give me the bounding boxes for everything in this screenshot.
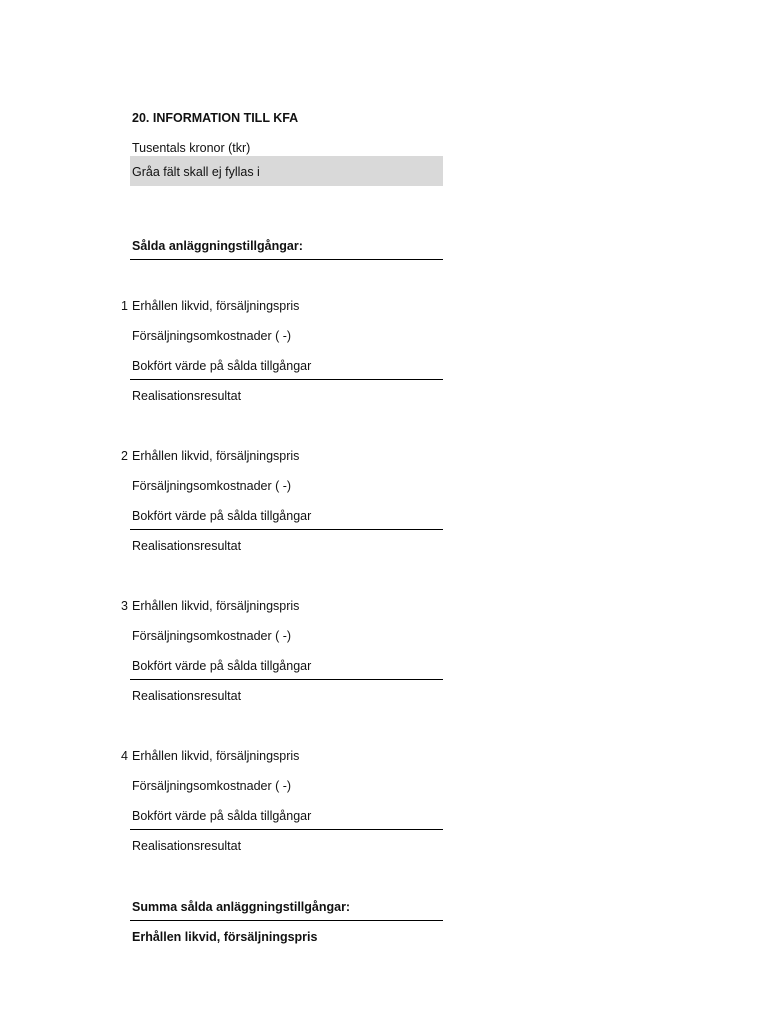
- group-2-book-value-label: Bokfört värde på sålda tillgångar: [130, 500, 443, 530]
- group-2-proceeds-row: [121, 440, 443, 470]
- summary-title: Summa sålda anläggningstillgångar:: [130, 891, 443, 921]
- group-1-number: 1: [121, 299, 128, 313]
- group-1-proceeds-row: [121, 290, 443, 320]
- group-2-result-label: Realisationsresultat: [132, 539, 242, 553]
- unit-label: Tusentals kronor (tkr): [132, 141, 251, 155]
- gray-field-note: Gråa fält skall ej fyllas i: [130, 156, 443, 186]
- group-3-proceeds-row: [121, 590, 443, 620]
- group-3-book-value-label: Bokfört värde på sålda tillgångar: [130, 650, 443, 680]
- group-1-proceeds-label: Erhållen likvid, försäljningspris: [132, 299, 300, 313]
- group-3-result-label: Realisationsresultat: [132, 689, 242, 703]
- group-4-result-label: Realisationsresultat: [132, 839, 242, 853]
- group-3-costs-label: Försäljningsomkostnader ( -): [132, 629, 292, 643]
- form-title: 20. INFORMATION TILL KFA: [132, 111, 299, 125]
- group-4-book-value-label: Bokfört värde på sålda tillgångar: [130, 800, 443, 830]
- group-1-book-value-label: Bokfört värde på sålda tillgångar: [130, 350, 443, 380]
- group-4-costs-label: Försäljningsomkostnader ( -): [132, 779, 292, 793]
- group-3-proceeds-label: Erhållen likvid, försäljningspris: [132, 599, 300, 613]
- group-2-number: 2: [121, 449, 128, 463]
- group-2-costs-label: Försäljningsomkostnader ( -): [132, 479, 292, 493]
- group-1-costs-label: Försäljningsomkostnader ( -): [132, 329, 292, 343]
- group-2-proceeds-label: Erhållen likvid, försäljningspris: [132, 449, 300, 463]
- group-3-number: 3: [121, 599, 128, 613]
- group-1-result-label: Realisationsresultat: [132, 389, 242, 403]
- group-4-number: 4: [121, 749, 128, 763]
- summary-proceeds-label: Erhållen likvid, försäljningspris: [132, 930, 318, 944]
- section-title: Sålda anläggningstillgångar:: [130, 230, 443, 260]
- group-4-proceeds-row: [121, 740, 443, 770]
- group-4-proceeds-label: Erhållen likvid, försäljningspris: [132, 749, 300, 763]
